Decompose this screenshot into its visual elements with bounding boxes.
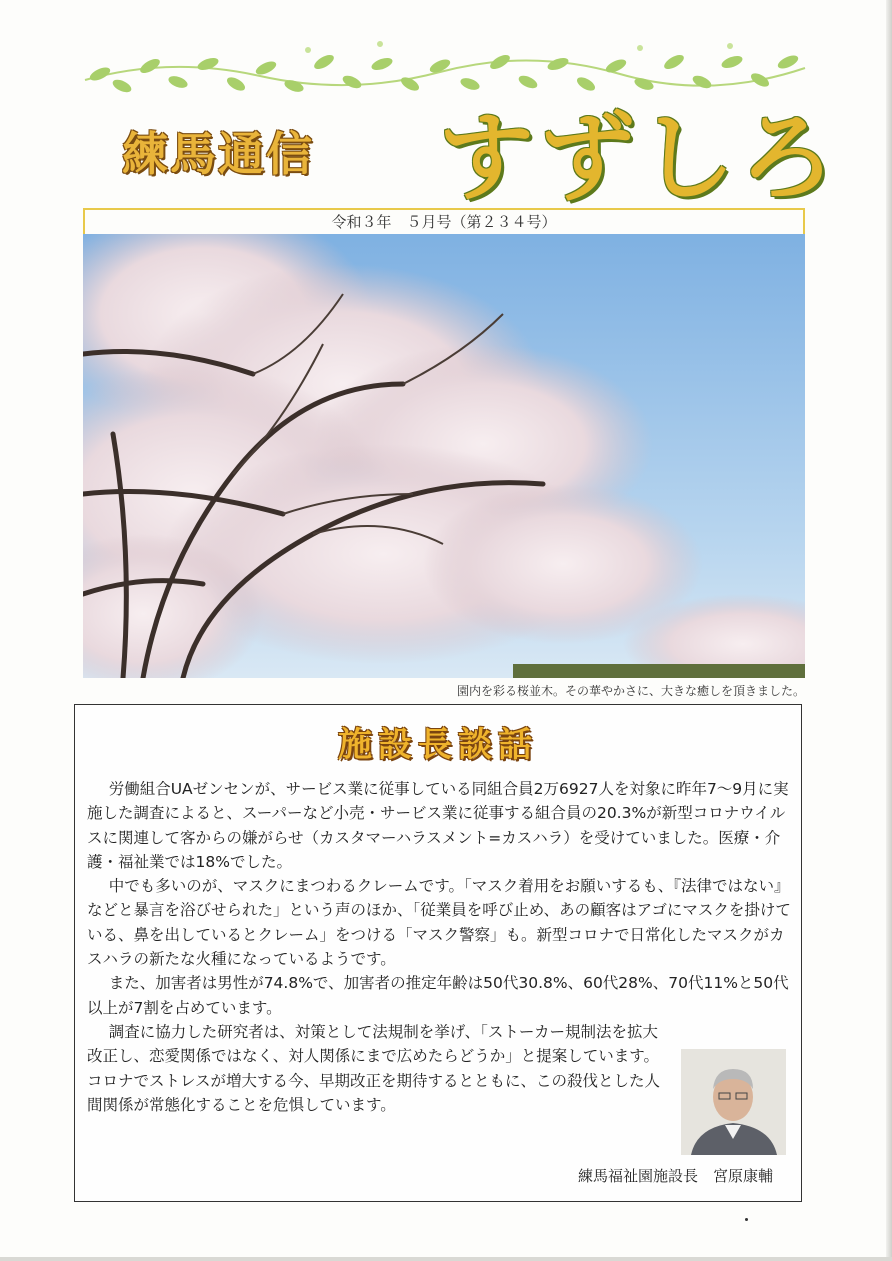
message-paragraph: 中でも多いのが、マスクにまつわるクレームです。「マスク着用をお願いするも、『法律ではない』などと暴言を浴びせられた」という声のほか、「従業員を呼び止め、あの顧客はアゴにマスクを掛けている、鼻を出しているとクレーム」をつける「マスク警察」も。新型コロナで日常化したマスクがカスハラの新たな火種になっているようです。 [87,877,791,969]
issue-number: 令和３年 ５月号（第２３４号） [83,208,805,234]
scan-edge-bottom [0,1257,892,1261]
message-paragraph: また、加害者は男性が74.8%で、加害者の推定年齢は50代30.8%、60代28%、70代11%と50代以上が7割を占めています。 [87,974,789,1017]
newsletter-name: 練馬通信 [122,127,314,181]
scan-dot [745,1218,748,1221]
scan-edge [886,0,892,1261]
message-paragraph: 調査に協力した研究者は、対策として法規制を挙げ、「ストーカー規制法を拡大改正し、恋愛関係ではなく、対人関係にまで広めたらどうか」と提案しています。 [87,1022,659,1066]
message-title: 施設長談話 [338,725,538,765]
message-paragraph: コロナでストレスが増大する今、早期改正を期待するとともに、この殺伐とした人間関係が常態化することを危惧しています。 [87,1071,661,1114]
message-paragraph: 労働組合UAゼンセンが、サービス業に従事している同組合員2万6927人を対象に昨年7～9月に実施した調査によると、スーパーなど小売・サービス業に従事する組合員の20.3%が新型コロナウイルスに関連して客からの嫌がらせ（カスタマーハラスメント=カスハラ）を受けていました。医療・介護・福祉業では18%でした。 [87,780,789,871]
director-message-box [74,704,802,1202]
newsletter-title: すずしろ [438,101,839,214]
signature: 練馬福祉園施設長 宮原康輔 [577,1167,773,1185]
director-portrait [681,1049,786,1155]
photo-caption: 園内を彩る桜並木。その華やかさに、大きな癒しを頂きました。 [456,684,805,698]
cherry-blossom-photo [83,234,805,678]
